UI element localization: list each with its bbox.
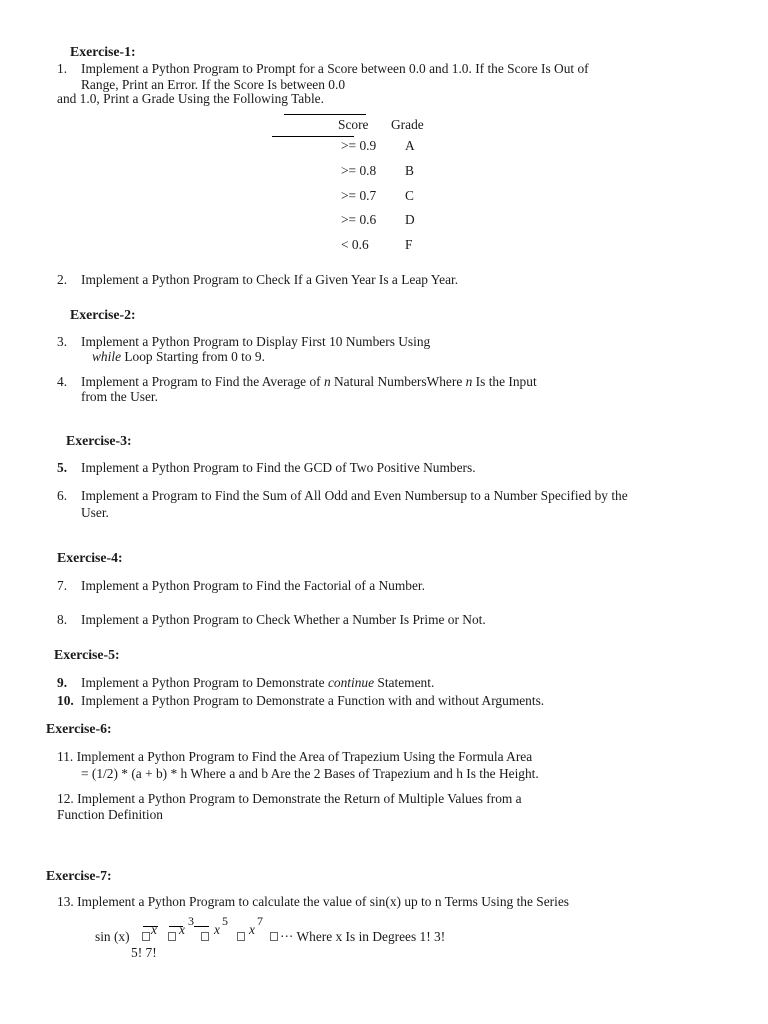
exercise-5-heading: Exercise-5: <box>54 647 120 662</box>
table-cell-grade: D <box>405 212 415 227</box>
question-text: Implement a Program to Find the Average of <box>81 374 324 389</box>
question-4-line2: from the User. <box>81 389 158 404</box>
fraction-bar <box>194 926 209 927</box>
question-11-line2: = (1/2) * (a + b) * h Where a and b Are the 2 Bases of Trapezium and h Is the Height. <box>81 766 539 781</box>
missing-glyph-box <box>142 932 150 941</box>
table-header-score: Score <box>338 117 369 132</box>
question-5 <box>57 460 476 476</box>
question-12-line1: 12. Implement a Python Program to Demonstrate the Return of Multiple Values from a <box>57 791 522 806</box>
formula-x5-base: x <box>214 922 220 937</box>
table-cell-grade: A <box>405 138 415 153</box>
question-2 <box>57 272 458 288</box>
question-text: Implement a Python Program to Check Whether a Number Is Prime or Not. <box>81 612 486 627</box>
formula-x3-base: x <box>179 922 185 937</box>
keyword-while: while <box>92 349 122 364</box>
missing-glyph-box <box>168 932 176 941</box>
question-number: 4. <box>57 374 68 389</box>
variable-n: n <box>465 374 473 389</box>
table-cell-score: >= 0.6 <box>341 212 377 227</box>
question-text: Statement. <box>374 675 435 690</box>
formula-tail: ··· Where x Is in Degrees 1! 3! <box>280 929 446 944</box>
question-1-line2: Range, Print an Error. If the Score Is between 0.0 <box>81 77 346 92</box>
formula-denominators: 5! 7! <box>131 945 157 960</box>
exercise-2-heading: Exercise-2: <box>70 307 136 322</box>
table-cell-score: < 0.6 <box>341 237 369 252</box>
table-cell-score: >= 0.7 <box>341 188 377 203</box>
question-4-line1 <box>57 374 537 390</box>
question-7 <box>57 578 425 594</box>
question-text: Implement a Python Program to Display First 10 Numbers Using <box>81 334 431 349</box>
question-8 <box>57 612 486 628</box>
question-text: Loop Starting from 0 to 9. <box>121 349 265 364</box>
formula-exponent-7: 7 <box>257 914 263 928</box>
exercise-4-heading: Exercise-4: <box>57 550 123 565</box>
question-number: 6. <box>57 488 68 503</box>
question-number: 10. <box>57 693 74 708</box>
table-cell-score: >= 0.9 <box>341 138 377 153</box>
question-9 <box>57 675 434 691</box>
question-text: Is the Input <box>472 374 537 389</box>
question-text: Implement a Program to Find the Sum of All Odd and Even Numbersup to a Number Specified by the <box>81 488 628 503</box>
missing-glyph-box <box>237 932 245 941</box>
missing-glyph-box <box>201 932 209 941</box>
table-cell-grade: C <box>405 188 414 203</box>
formula-x7-base: x <box>249 922 255 937</box>
question-text: Implement a Python Program to Demonstrate <box>81 675 328 690</box>
question-number: 1. <box>57 61 68 76</box>
question-3-line2 <box>92 349 265 365</box>
question-number: 8. <box>57 612 68 627</box>
question-number: 7. <box>57 578 68 593</box>
question-1-line3: and 1.0, Print a Grade Using the Following Table. <box>57 91 324 106</box>
table-cell-grade: B <box>405 163 414 178</box>
question-text: Implement a Python Program to Find the GCD of Two Positive Numbers. <box>81 460 476 475</box>
question-6-line1 <box>57 488 628 504</box>
exercise-6-heading: Exercise-6: <box>46 721 112 736</box>
question-text: Implement a Python Program to Prompt for a Score between 0.0 and 1.0. If the Score Is Out of <box>81 61 589 76</box>
missing-glyph-box <box>270 932 278 941</box>
exercise-1-heading: Exercise-1: <box>70 44 136 59</box>
question-13-line1: 13. Implement a Python Program to calculate the value of sin(x) up to n Terms Using the Series <box>57 894 570 909</box>
question-10 <box>57 693 544 709</box>
question-12-line2: Function Definition <box>57 807 164 822</box>
question-text: Implement a Python Program to Demonstrate a Function with and without Arguments. <box>81 693 545 708</box>
table-cell-grade: F <box>405 237 413 252</box>
table-header-grade: Grade <box>391 117 424 132</box>
question-number: 3. <box>57 334 68 349</box>
question-number: 2. <box>57 272 68 287</box>
question-3-line1 <box>57 334 430 350</box>
question-text: Natural NumbersWhere <box>330 374 466 389</box>
table-cell-score: >= 0.8 <box>341 163 377 178</box>
question-1-line1 <box>57 61 589 77</box>
exercise-3-heading: Exercise-3: <box>66 433 132 448</box>
question-text: Implement a Python Program to Check If a Given Year Is a Leap Year. <box>81 272 459 287</box>
question-11-line1: 11. Implement a Python Program to Find the Area of Trapezium Using the Formula Area <box>57 749 533 764</box>
formula-exponent-5: 5 <box>222 914 228 928</box>
formula-exponent-3: 3 <box>188 914 194 928</box>
formula-lead: sin (x) <box>95 929 130 944</box>
table-header-rule <box>272 136 354 137</box>
keyword-continue: continue <box>327 675 375 690</box>
formula-x-term: x <box>151 922 157 937</box>
table-top-rule <box>284 114 366 115</box>
variable-n: n <box>323 374 331 389</box>
question-number: 5. <box>57 460 68 475</box>
question-text: Implement a Python Program to Find the Factorial of a Number. <box>81 578 426 593</box>
exercise-7-heading: Exercise-7: <box>46 868 112 883</box>
question-6-line2: User. <box>81 505 109 520</box>
question-number: 9. <box>57 675 68 690</box>
